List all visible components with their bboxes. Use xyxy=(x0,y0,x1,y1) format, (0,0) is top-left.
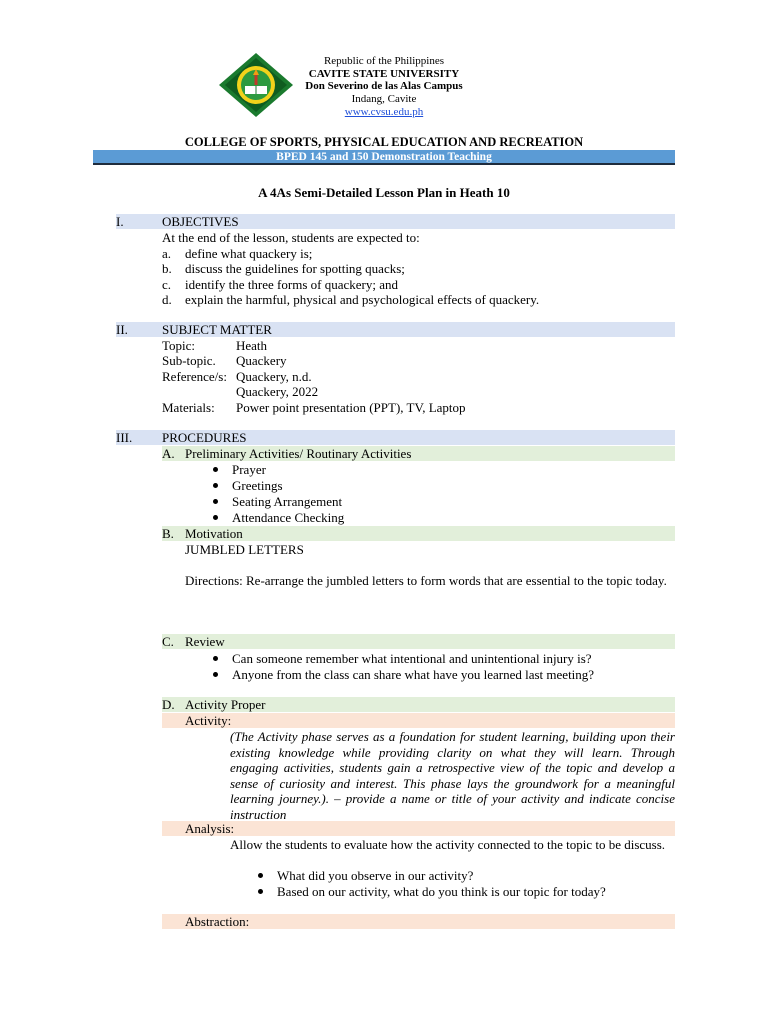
list-item: Attendance Checking xyxy=(232,510,345,525)
procedures-heading: PROCEDURES xyxy=(162,430,247,445)
topic-label: Topic: xyxy=(162,338,196,353)
list-item: Anyone from the class can share what have you learned last meeting? xyxy=(232,667,595,682)
bullet-icon xyxy=(213,467,218,472)
header-website-link[interactable]: www.cvsu.edu.ph xyxy=(344,106,424,118)
objective-letter: b. xyxy=(162,261,172,276)
header-university-name: CAVITE STATE UNIVERSITY xyxy=(308,68,460,80)
bullet-icon xyxy=(213,656,218,661)
subtopic-label: Sub-topic. xyxy=(162,353,216,368)
activity-proper-heading: Activity Proper xyxy=(185,697,266,712)
objective-letter: a. xyxy=(162,246,172,261)
reference-value: Quackery, n.d. xyxy=(236,369,312,384)
list-item: What did you observe in our activity? xyxy=(277,868,474,883)
list-item: Based on our activity, what do you think is our topic for today? xyxy=(277,884,606,899)
review-heading: Review xyxy=(185,634,225,649)
bullet-icon xyxy=(213,672,218,677)
objective-item: define what quackery is; xyxy=(185,246,313,261)
subject-matter-number: II. xyxy=(116,322,128,337)
course-bar: BPED 145 and 150 Demonstration Teaching xyxy=(93,150,675,165)
objective-letter: c. xyxy=(162,277,172,292)
analysis-phase-bar xyxy=(162,821,675,836)
objective-item: identify the three forms of quackery; and xyxy=(185,277,398,292)
materials-label: Materials: xyxy=(162,400,215,415)
bullet-icon xyxy=(213,483,218,488)
motivation-heading: Motivation xyxy=(185,526,243,541)
list-item: Greetings xyxy=(232,478,283,493)
lesson-plan-title: A 4As Semi-Detailed Lesson Plan in Heath 10 xyxy=(258,185,510,200)
motivation-activity-name: JUMBLED LETTERS xyxy=(185,542,304,557)
motivation-directions: Directions: Re-arrange the jumbled letters to form words that are essential to the topic today. xyxy=(185,573,667,588)
abstraction-phase-heading: Abstraction: xyxy=(185,914,250,929)
objective-letter: d. xyxy=(162,292,172,307)
list-item: Can someone remember what intentional and unintentional injury is? xyxy=(232,651,592,666)
header-campus: Don Severino de las Alas Campus xyxy=(305,80,463,92)
subsection-letter: A. xyxy=(162,446,175,461)
reference-value: Quackery, 2022 xyxy=(236,384,319,399)
activity-phase-description: (The Activity phase serves as a foundation for student learning, building upon their existing knowledge while providing clarity on what they will learn. Through engaging activities, students gain a retrospective view of the topic and develop a sense of curiosity and interest. This phase lays the groundwork for a meaningful learning journey.). – provide a name or title of your activity and indicate concise instruction xyxy=(230,729,675,822)
bullet-icon xyxy=(258,889,263,894)
university-seal-logo xyxy=(218,52,294,118)
bullet-icon xyxy=(213,499,218,504)
objectives-intro: At the end of the lesson, students are expected to: xyxy=(162,230,420,245)
header-republic: Republic of the Philippines xyxy=(323,55,445,67)
analysis-phase-description: Allow the students to evaluate how the activity connected to the topic to be discuss. xyxy=(230,837,666,852)
activity-phase-heading: Activity: xyxy=(185,713,232,728)
subsection-letter: B. xyxy=(162,526,174,541)
list-item: Seating Arrangement xyxy=(232,494,343,509)
review-bar xyxy=(162,634,675,649)
reference-label: Reference/s: xyxy=(162,369,227,384)
subsection-letter: D. xyxy=(162,697,175,712)
list-item: Prayer xyxy=(232,462,266,477)
objective-item: discuss the guidelines for spotting quacks; xyxy=(185,261,405,276)
subtopic-value: Quackery xyxy=(236,353,287,368)
objectives-number: I. xyxy=(116,214,124,229)
bullet-icon xyxy=(258,873,263,878)
objectives-heading: OBJECTIVES xyxy=(162,214,239,229)
header-location: Indang, Cavite xyxy=(351,93,417,105)
materials-value: Power point presentation (PPT), TV, Laptop xyxy=(236,400,466,415)
bullet-icon xyxy=(213,515,218,520)
subject-matter-heading: SUBJECT MATTER xyxy=(162,322,272,337)
objective-item: explain the harmful, physical and psychological effects of quackery. xyxy=(185,292,540,307)
analysis-phase-heading: Analysis: xyxy=(185,821,235,836)
topic-value: Heath xyxy=(236,338,268,353)
subsection-letter: C. xyxy=(162,634,174,649)
college-name: COLLEGE OF SPORTS, PHYSICAL EDUCATION AND RECREATION xyxy=(184,135,584,149)
activity-phase-bar xyxy=(162,713,675,728)
procedures-number: III. xyxy=(116,430,133,445)
preliminary-activities-heading: Preliminary Activities/ Routinary Activities xyxy=(185,446,412,461)
